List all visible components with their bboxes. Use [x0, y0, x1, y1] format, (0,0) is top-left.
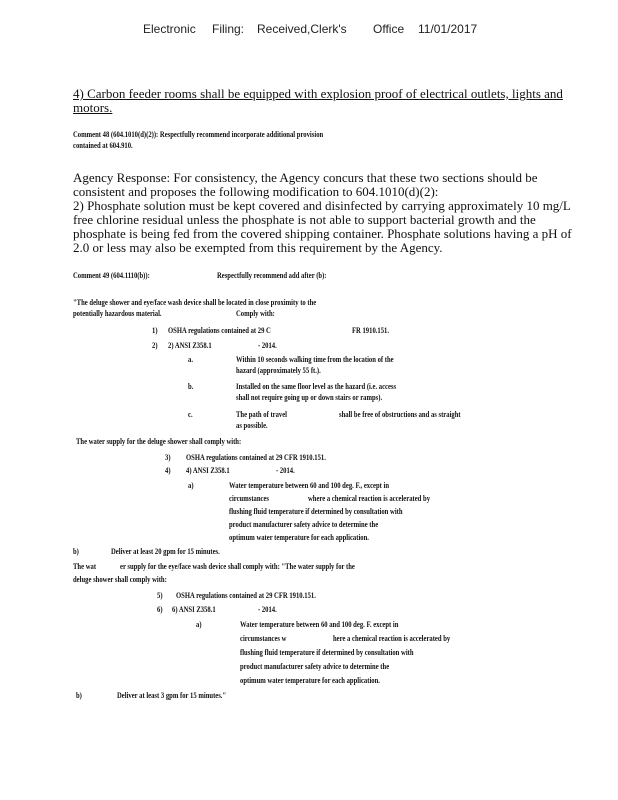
- water2-a-line-2b: here a chemical reaction is accelerated by: [333, 633, 451, 643]
- water1-item-4-text: 4) ANSI Z358.1: [186, 465, 230, 475]
- comment-48-line-2: contained at 604.910.: [73, 140, 133, 150]
- water1-intro: The water supply for the deluge shower shall comply with:: [76, 436, 242, 446]
- comment-49-text: Respectfully recommend add after (b):: [217, 270, 327, 280]
- deluge-a-line-2: hazard (approximately 55 ft.).: [236, 365, 321, 375]
- deluge-c-line-1: The path of travel: [236, 409, 288, 419]
- water2-intro-1a: The wat: [73, 561, 97, 571]
- item-4-line-1: 4) Carbon feeder rooms shall be equipped with explosion proof of electrical outlets, lights and: [73, 86, 563, 101]
- deluge-b-line-1: Installed on the same floor level as the hazard (i.e. access: [236, 381, 397, 391]
- water2-a-line-4: product manufacturer safety advice to determine the: [240, 661, 390, 671]
- water2-a-line-3: flushing fluid temperature if determined by consultation with: [240, 647, 414, 657]
- water2-intro-2: deluge shower shall comply with:: [73, 574, 167, 584]
- response-line-2: consistent and proposes the following modification to 604.1010(d)(2):: [73, 184, 439, 199]
- deluge-item-2-text: 2) ANSI Z358.1: [168, 340, 212, 350]
- water1-a-line-5: optimum water temperature for each application.: [229, 532, 369, 542]
- water2-a-line-5: optimum water temperature for each application.: [240, 675, 380, 685]
- header-filing: Filing:: [212, 22, 245, 36]
- water1-a-label: a): [188, 480, 194, 490]
- water1-a-line-2b: where a chemical reaction is accelerated by: [308, 493, 431, 503]
- deluge-intro-2: potentially hazardous material.: [73, 308, 162, 318]
- water2-b-label: b): [76, 690, 82, 700]
- response-line-4: free chlorine residual unless the phosphate is not able to support bacterial growth and the: [73, 212, 536, 227]
- header-office: Office: [373, 22, 405, 36]
- water2-item-5-text: OSHA regulations contained at 29 CFR 1910.151.: [176, 590, 316, 600]
- header-date: 11/01/2017: [418, 22, 478, 36]
- response-line-6: 2.0 or less may also be exempted from this requirement by the Agency.: [73, 240, 443, 255]
- water1-a-line-4: product manufacturer safety advice to determine the: [229, 519, 379, 529]
- deluge-item-1-num: 1): [152, 325, 158, 335]
- water1-item-4-tail: - 2014.: [276, 465, 295, 475]
- water2-item-5-num: 5): [157, 590, 163, 600]
- water1-a-line-2: circumstances: [229, 493, 270, 503]
- deluge-c-line-1b: shall be free of obstructions and as straight: [339, 409, 461, 419]
- water1-a-line-1: Water temperature between 60 and 100 deg. F., except in: [229, 480, 390, 490]
- water2-intro-1b: er supply for the eye/face wash device shall comply with: "The water supply for the: [120, 561, 355, 571]
- deluge-comply: Comply with:: [236, 308, 275, 318]
- deluge-c-line-2: as possible.: [236, 420, 268, 430]
- item-4-line-2: motors.: [73, 100, 113, 115]
- water2-a-label: a): [196, 619, 202, 629]
- water1-item-3-num: 3): [165, 452, 171, 462]
- water2-item-6-tail: - 2014.: [258, 604, 277, 614]
- water1-item-3-text: OSHA regulations contained at 29 CFR 1910.151.: [186, 452, 326, 462]
- water2-a-line-2: circumstances w: [240, 633, 287, 643]
- comment-48-line-1: Comment 48 (604.1010(d)(2)): Respectfully recommend incorporate additional provision: [73, 129, 324, 139]
- water1-a-line-3: flushing fluid temperature if determined by consultation with: [229, 506, 403, 516]
- deluge-b-label: b.: [188, 381, 194, 391]
- water2-b-text: Deliver at least 3 gpm for 15 minutes.": [117, 690, 227, 700]
- water1-b-label: b): [73, 546, 79, 556]
- deluge-b-line-2: shall not require going up or down stairs or ramps).: [236, 392, 383, 402]
- deluge-a-line-1: Within 10 seconds walking time from the location of the: [236, 354, 394, 364]
- header-received: Received,Clerk's: [257, 22, 347, 36]
- response-line-1: Agency Response: For consistency, the Agency concurs that these two sections should be: [73, 170, 538, 185]
- water2-item-6-text: 6) ANSI Z358.1: [172, 604, 216, 614]
- deluge-item-1-tail: FR 1910.151.: [352, 325, 390, 335]
- header-electronic: Electronic: [143, 22, 196, 36]
- water2-a-line-1: Water temperature between 60 and 100 deg. F. except in: [240, 619, 399, 629]
- deluge-a-label: a.: [188, 354, 193, 364]
- deluge-item-2-num: 2): [152, 340, 158, 350]
- deluge-item-2-tail: - 2014.: [258, 340, 277, 350]
- response-line-3: 2) Phosphate solution must be kept covered and disinfected by carrying approximately 10 mg/L: [73, 198, 571, 213]
- water1-b-text: Deliver at least 20 gpm for 15 minutes.: [111, 546, 220, 556]
- water2-item-6-num: 6): [157, 604, 163, 614]
- deluge-c-label: c.: [188, 409, 193, 419]
- response-line-5: phosphate is being fed from the covered shipping container. Phosphate solutions having a pH of: [73, 226, 572, 241]
- deluge-item-1-text: OSHA regulations contained at 29 C: [168, 325, 271, 335]
- deluge-intro-1: "The deluge shower and eye/face wash device shall be located in close proximity to the: [73, 297, 317, 307]
- water1-item-4-num: 4): [165, 465, 171, 475]
- comment-49-label: Comment 49 (604.1110(b)):: [73, 270, 150, 280]
